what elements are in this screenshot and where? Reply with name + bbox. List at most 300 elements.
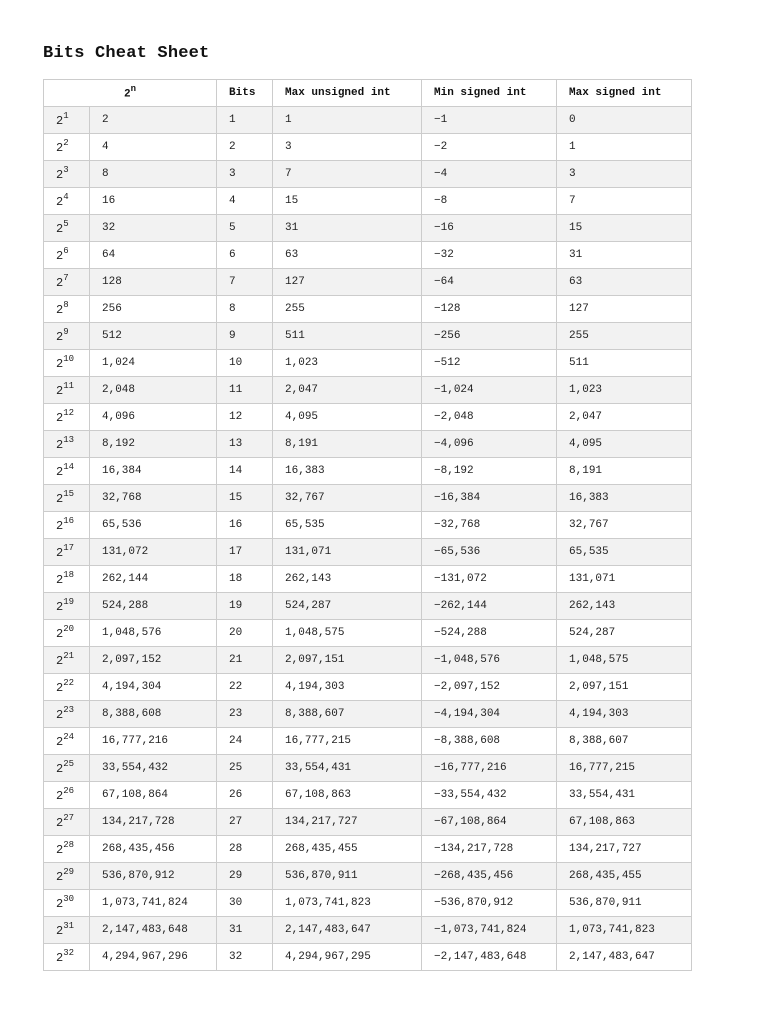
- value-cell: 256: [90, 296, 217, 323]
- power-exponent: 17: [63, 543, 75, 553]
- value-cell: 16: [90, 188, 217, 215]
- power-exponent: 16: [63, 516, 75, 526]
- min-signed-cell: −4: [422, 161, 557, 188]
- value-cell: 32: [90, 215, 217, 242]
- value-cell: 131,072: [90, 539, 217, 566]
- bits-cell: 19: [217, 593, 273, 620]
- min-signed-cell: −256: [422, 323, 557, 350]
- table-row: [44, 377, 692, 404]
- min-signed-cell: −16,384: [422, 485, 557, 512]
- value-cell: 64: [90, 242, 217, 269]
- power-cell: [44, 593, 90, 620]
- min-signed-cell: −8,192: [422, 458, 557, 485]
- max-signed-cell: 536,870,911: [557, 890, 692, 917]
- max-signed-cell: 8,388,607: [557, 728, 692, 755]
- power-base: 2: [56, 789, 64, 803]
- table-row: [44, 863, 692, 890]
- power-cell: [44, 782, 90, 809]
- max-signed-cell: 67,108,863: [557, 809, 692, 836]
- bits-cell: 4: [217, 188, 273, 215]
- power-base: 2: [56, 492, 64, 506]
- table-row: [44, 566, 692, 593]
- min-signed-cell: −2: [422, 134, 557, 161]
- max-signed-cell: 1,073,741,823: [557, 917, 692, 944]
- bits-cell: 20: [217, 620, 273, 647]
- max-unsigned-cell: 1,023: [273, 350, 422, 377]
- table-row: [44, 215, 692, 242]
- power-exponent: 18: [63, 570, 75, 580]
- bits-cell: 23: [217, 701, 273, 728]
- max-signed-cell: 4,095: [557, 431, 692, 458]
- value-cell: 8,192: [90, 431, 217, 458]
- power-cell: [44, 215, 90, 242]
- power-cell: [44, 512, 90, 539]
- power-exponent: 5: [63, 219, 69, 229]
- max-signed-cell: 268,435,455: [557, 863, 692, 890]
- power-exponent: 22: [63, 678, 75, 688]
- max-unsigned-cell: 33,554,431: [273, 755, 422, 782]
- value-cell: 262,144: [90, 566, 217, 593]
- min-signed-cell: −4,194,304: [422, 701, 557, 728]
- min-signed-cell: −2,048: [422, 404, 557, 431]
- power-cell: [44, 566, 90, 593]
- value-cell: 2: [90, 107, 217, 134]
- bits-cell: 27: [217, 809, 273, 836]
- max-unsigned-cell: 1,048,575: [273, 620, 422, 647]
- min-signed-cell: −1: [422, 107, 557, 134]
- header-min-signed: Min signed int: [422, 80, 557, 107]
- max-unsigned-cell: 67,108,863: [273, 782, 422, 809]
- min-signed-cell: −32,768: [422, 512, 557, 539]
- power-cell: [44, 107, 90, 134]
- header-max-signed: Max signed int: [557, 80, 692, 107]
- table-row: [44, 512, 692, 539]
- min-signed-cell: −16: [422, 215, 557, 242]
- power-cell: [44, 944, 90, 971]
- power-exponent: 1: [63, 111, 69, 121]
- table-row: [44, 107, 692, 134]
- header-bits: Bits: [217, 80, 273, 107]
- power-exponent: 11: [63, 381, 75, 391]
- bits-cell: 17: [217, 539, 273, 566]
- max-signed-cell: 511: [557, 350, 692, 377]
- min-signed-cell: −2,147,483,648: [422, 944, 557, 971]
- table-row: [44, 593, 692, 620]
- power-base: 2: [56, 465, 64, 479]
- table-row: [44, 917, 692, 944]
- power-base: 2: [56, 357, 64, 371]
- power-cell: [44, 620, 90, 647]
- power-cell: [44, 404, 90, 431]
- bits-cell: 32: [217, 944, 273, 971]
- power-cell: [44, 350, 90, 377]
- bits-cell: 16: [217, 512, 273, 539]
- max-unsigned-cell: 2,047: [273, 377, 422, 404]
- min-signed-cell: −1,024: [422, 377, 557, 404]
- table-row: [44, 809, 692, 836]
- max-unsigned-cell: 8,388,607: [273, 701, 422, 728]
- table-row: [44, 485, 692, 512]
- bits-cell: 2: [217, 134, 273, 161]
- power-exponent: 12: [63, 408, 75, 418]
- bits-cell: 25: [217, 755, 273, 782]
- value-cell: 67,108,864: [90, 782, 217, 809]
- bits-cell: 7: [217, 269, 273, 296]
- bits-cell: 31: [217, 917, 273, 944]
- table-row: [44, 458, 692, 485]
- max-signed-cell: 127: [557, 296, 692, 323]
- bits-cell: 11: [217, 377, 273, 404]
- value-cell: 8,388,608: [90, 701, 217, 728]
- power-cell: [44, 836, 90, 863]
- max-unsigned-cell: 16,777,215: [273, 728, 422, 755]
- max-signed-cell: 134,217,727: [557, 836, 692, 863]
- bits-cell: 24: [217, 728, 273, 755]
- max-unsigned-cell: 15: [273, 188, 422, 215]
- power-exponent: 14: [63, 462, 75, 472]
- max-signed-cell: 1: [557, 134, 692, 161]
- max-signed-cell: 262,143: [557, 593, 692, 620]
- power-exponent: 29: [63, 867, 75, 877]
- power-base: 2: [56, 762, 64, 776]
- min-signed-cell: −64: [422, 269, 557, 296]
- value-cell: 1,048,576: [90, 620, 217, 647]
- power-base: 2: [56, 735, 64, 749]
- power-base: 2: [56, 627, 64, 641]
- table-row: [44, 188, 692, 215]
- bits-cell: 14: [217, 458, 273, 485]
- power-exponent: 24: [63, 732, 75, 742]
- bits-cell: 30: [217, 890, 273, 917]
- min-signed-cell: −512: [422, 350, 557, 377]
- header-row: [44, 80, 692, 107]
- max-signed-cell: 524,287: [557, 620, 692, 647]
- power-exponent: 6: [63, 246, 69, 256]
- min-signed-cell: −8,388,608: [422, 728, 557, 755]
- max-signed-cell: 32,767: [557, 512, 692, 539]
- power-exponent: 4: [63, 192, 69, 202]
- max-unsigned-cell: 65,535: [273, 512, 422, 539]
- power-exponent: 31: [63, 921, 75, 931]
- max-signed-cell: 7: [557, 188, 692, 215]
- table-row: [44, 296, 692, 323]
- max-unsigned-cell: 536,870,911: [273, 863, 422, 890]
- power-cell: [44, 755, 90, 782]
- bits-cell: 6: [217, 242, 273, 269]
- value-cell: 4: [90, 134, 217, 161]
- bits-cell: 9: [217, 323, 273, 350]
- max-signed-cell: 1,048,575: [557, 647, 692, 674]
- table-row: [44, 404, 692, 431]
- max-signed-cell: 131,071: [557, 566, 692, 593]
- max-unsigned-cell: 16,383: [273, 458, 422, 485]
- value-cell: 1,073,741,824: [90, 890, 217, 917]
- max-signed-cell: 65,535: [557, 539, 692, 566]
- power-exponent: 3: [63, 165, 69, 175]
- min-signed-cell: −32: [422, 242, 557, 269]
- power-exponent: 26: [63, 786, 75, 796]
- value-cell: 2,097,152: [90, 647, 217, 674]
- power-base: 2: [56, 411, 64, 425]
- page-title: Bits Cheat Sheet: [43, 44, 210, 63]
- max-signed-cell: 2,147,483,647: [557, 944, 692, 971]
- min-signed-cell: −524,288: [422, 620, 557, 647]
- max-unsigned-cell: 268,435,455: [273, 836, 422, 863]
- power-exponent: 21: [63, 651, 75, 661]
- power-exponent: 27: [63, 813, 75, 823]
- value-cell: 4,294,967,296: [90, 944, 217, 971]
- power-base: 2: [56, 141, 64, 155]
- min-signed-cell: −2,097,152: [422, 674, 557, 701]
- power-cell: [44, 701, 90, 728]
- power-cell: [44, 296, 90, 323]
- max-signed-cell: 2,047: [557, 404, 692, 431]
- min-signed-cell: −134,217,728: [422, 836, 557, 863]
- table-row: [44, 701, 692, 728]
- max-unsigned-cell: 3: [273, 134, 422, 161]
- table-row: [44, 674, 692, 701]
- power-cell: [44, 485, 90, 512]
- power-exponent: 25: [63, 759, 75, 769]
- max-signed-cell: 15: [557, 215, 692, 242]
- max-signed-cell: 3: [557, 161, 692, 188]
- max-signed-cell: 33,554,431: [557, 782, 692, 809]
- max-signed-cell: 8,191: [557, 458, 692, 485]
- table-row: [44, 755, 692, 782]
- max-unsigned-cell: 1,073,741,823: [273, 890, 422, 917]
- bits-cell: 3: [217, 161, 273, 188]
- power-base: 2: [56, 951, 64, 965]
- bits-cell: 12: [217, 404, 273, 431]
- power-base: 2: [56, 276, 64, 290]
- header-power-exponent: n: [130, 84, 137, 95]
- value-cell: 32,768: [90, 485, 217, 512]
- min-signed-cell: −33,554,432: [422, 782, 557, 809]
- value-cell: 2,048: [90, 377, 217, 404]
- power-base: 2: [56, 249, 64, 263]
- bits-table: [43, 79, 692, 971]
- power-cell: [44, 647, 90, 674]
- min-signed-cell: −131,072: [422, 566, 557, 593]
- max-unsigned-cell: 4,194,303: [273, 674, 422, 701]
- power-cell: [44, 674, 90, 701]
- bits-cell: 21: [217, 647, 273, 674]
- max-signed-cell: 4,194,303: [557, 701, 692, 728]
- header-max-unsigned: Max unsigned int: [273, 80, 422, 107]
- max-signed-cell: 1,023: [557, 377, 692, 404]
- power-cell: [44, 161, 90, 188]
- min-signed-cell: −1,048,576: [422, 647, 557, 674]
- value-cell: 536,870,912: [90, 863, 217, 890]
- max-signed-cell: 0: [557, 107, 692, 134]
- power-exponent: 32: [63, 948, 75, 958]
- max-unsigned-cell: 31: [273, 215, 422, 242]
- power-cell: [44, 890, 90, 917]
- max-unsigned-cell: 255: [273, 296, 422, 323]
- power-base: 2: [56, 195, 64, 209]
- max-unsigned-cell: 131,071: [273, 539, 422, 566]
- table-row: [44, 890, 692, 917]
- value-cell: 2,147,483,648: [90, 917, 217, 944]
- bits-cell: 8: [217, 296, 273, 323]
- value-cell: 8: [90, 161, 217, 188]
- power-exponent: 8: [63, 300, 69, 310]
- max-unsigned-cell: 1: [273, 107, 422, 134]
- power-base: 2: [56, 222, 64, 236]
- max-unsigned-cell: 8,191: [273, 431, 422, 458]
- power-base: 2: [56, 600, 64, 614]
- max-unsigned-cell: 4,294,967,295: [273, 944, 422, 971]
- bits-cell: 22: [217, 674, 273, 701]
- value-cell: 268,435,456: [90, 836, 217, 863]
- min-signed-cell: −8: [422, 188, 557, 215]
- table-row: [44, 647, 692, 674]
- table-body: [44, 107, 692, 971]
- max-signed-cell: 2,097,151: [557, 674, 692, 701]
- table-row: [44, 836, 692, 863]
- min-signed-cell: −65,536: [422, 539, 557, 566]
- power-base: 2: [56, 870, 64, 884]
- max-unsigned-cell: 524,287: [273, 593, 422, 620]
- power-base: 2: [56, 546, 64, 560]
- power-exponent: 13: [63, 435, 75, 445]
- table-row: [44, 269, 692, 296]
- table-row: [44, 134, 692, 161]
- power-cell: [44, 863, 90, 890]
- power-base: 2: [56, 681, 64, 695]
- value-cell: 128: [90, 269, 217, 296]
- value-cell: 4,194,304: [90, 674, 217, 701]
- bits-cell: 26: [217, 782, 273, 809]
- max-unsigned-cell: 2,097,151: [273, 647, 422, 674]
- power-exponent: 9: [63, 327, 69, 337]
- min-signed-cell: −262,144: [422, 593, 557, 620]
- table-row: [44, 242, 692, 269]
- power-cell: [44, 458, 90, 485]
- bits-cell: 13: [217, 431, 273, 458]
- value-cell: 134,217,728: [90, 809, 217, 836]
- power-exponent: 28: [63, 840, 75, 850]
- min-signed-cell: −67,108,864: [422, 809, 557, 836]
- power-cell: [44, 431, 90, 458]
- table-row: [44, 620, 692, 647]
- header-power: [44, 80, 217, 107]
- power-cell: [44, 134, 90, 161]
- max-unsigned-cell: 2,147,483,647: [273, 917, 422, 944]
- power-cell: [44, 269, 90, 296]
- table-row: [44, 944, 692, 971]
- power-base: 2: [56, 897, 64, 911]
- power-cell: [44, 539, 90, 566]
- value-cell: 1,024: [90, 350, 217, 377]
- table-row: [44, 728, 692, 755]
- power-base: 2: [56, 114, 64, 128]
- value-cell: 4,096: [90, 404, 217, 431]
- table-row: [44, 782, 692, 809]
- min-signed-cell: −128: [422, 296, 557, 323]
- power-base: 2: [56, 519, 64, 533]
- max-unsigned-cell: 511: [273, 323, 422, 350]
- power-exponent: 10: [63, 354, 75, 364]
- power-base: 2: [56, 330, 64, 344]
- min-signed-cell: −268,435,456: [422, 863, 557, 890]
- power-exponent: 19: [63, 597, 75, 607]
- value-cell: 524,288: [90, 593, 217, 620]
- max-unsigned-cell: 127: [273, 269, 422, 296]
- max-unsigned-cell: 262,143: [273, 566, 422, 593]
- value-cell: 33,554,432: [90, 755, 217, 782]
- power-exponent: 15: [63, 489, 75, 499]
- power-cell: [44, 242, 90, 269]
- bits-cell: 10: [217, 350, 273, 377]
- table-row: [44, 161, 692, 188]
- power-exponent: 20: [63, 624, 75, 634]
- power-cell: [44, 323, 90, 350]
- power-base: 2: [56, 816, 64, 830]
- max-signed-cell: 63: [557, 269, 692, 296]
- value-cell: 512: [90, 323, 217, 350]
- min-signed-cell: −4,096: [422, 431, 557, 458]
- table-row: [44, 431, 692, 458]
- min-signed-cell: −16,777,216: [422, 755, 557, 782]
- bits-cell: 28: [217, 836, 273, 863]
- min-signed-cell: −1,073,741,824: [422, 917, 557, 944]
- power-base: 2: [56, 573, 64, 587]
- max-unsigned-cell: 4,095: [273, 404, 422, 431]
- bits-cell: 15: [217, 485, 273, 512]
- max-unsigned-cell: 63: [273, 242, 422, 269]
- value-cell: 16,384: [90, 458, 217, 485]
- power-exponent: 7: [63, 273, 69, 283]
- header-power-base: 2: [124, 88, 131, 101]
- value-cell: 16,777,216: [90, 728, 217, 755]
- power-base: 2: [56, 303, 64, 317]
- min-signed-cell: −536,870,912: [422, 890, 557, 917]
- power-base: 2: [56, 654, 64, 668]
- power-exponent: 23: [63, 705, 75, 715]
- power-cell: [44, 377, 90, 404]
- bits-cell: 5: [217, 215, 273, 242]
- bits-cell: 1: [217, 107, 273, 134]
- table-row: [44, 350, 692, 377]
- power-exponent: 30: [63, 894, 75, 904]
- max-signed-cell: 16,383: [557, 485, 692, 512]
- power-cell: [44, 728, 90, 755]
- power-exponent: 2: [63, 138, 69, 148]
- power-base: 2: [56, 708, 64, 722]
- power-base: 2: [56, 843, 64, 857]
- table-row: [44, 323, 692, 350]
- bits-cell: 29: [217, 863, 273, 890]
- max-signed-cell: 255: [557, 323, 692, 350]
- power-base: 2: [56, 384, 64, 398]
- table-header: [44, 80, 692, 107]
- table-row: [44, 539, 692, 566]
- power-cell: [44, 809, 90, 836]
- power-cell: [44, 917, 90, 944]
- max-unsigned-cell: 7: [273, 161, 422, 188]
- max-signed-cell: 16,777,215: [557, 755, 692, 782]
- power-base: 2: [56, 438, 64, 452]
- max-unsigned-cell: 32,767: [273, 485, 422, 512]
- power-base: 2: [56, 924, 64, 938]
- max-signed-cell: 31: [557, 242, 692, 269]
- max-unsigned-cell: 134,217,727: [273, 809, 422, 836]
- bits-cell: 18: [217, 566, 273, 593]
- value-cell: 65,536: [90, 512, 217, 539]
- power-cell: [44, 188, 90, 215]
- power-base: 2: [56, 168, 64, 182]
